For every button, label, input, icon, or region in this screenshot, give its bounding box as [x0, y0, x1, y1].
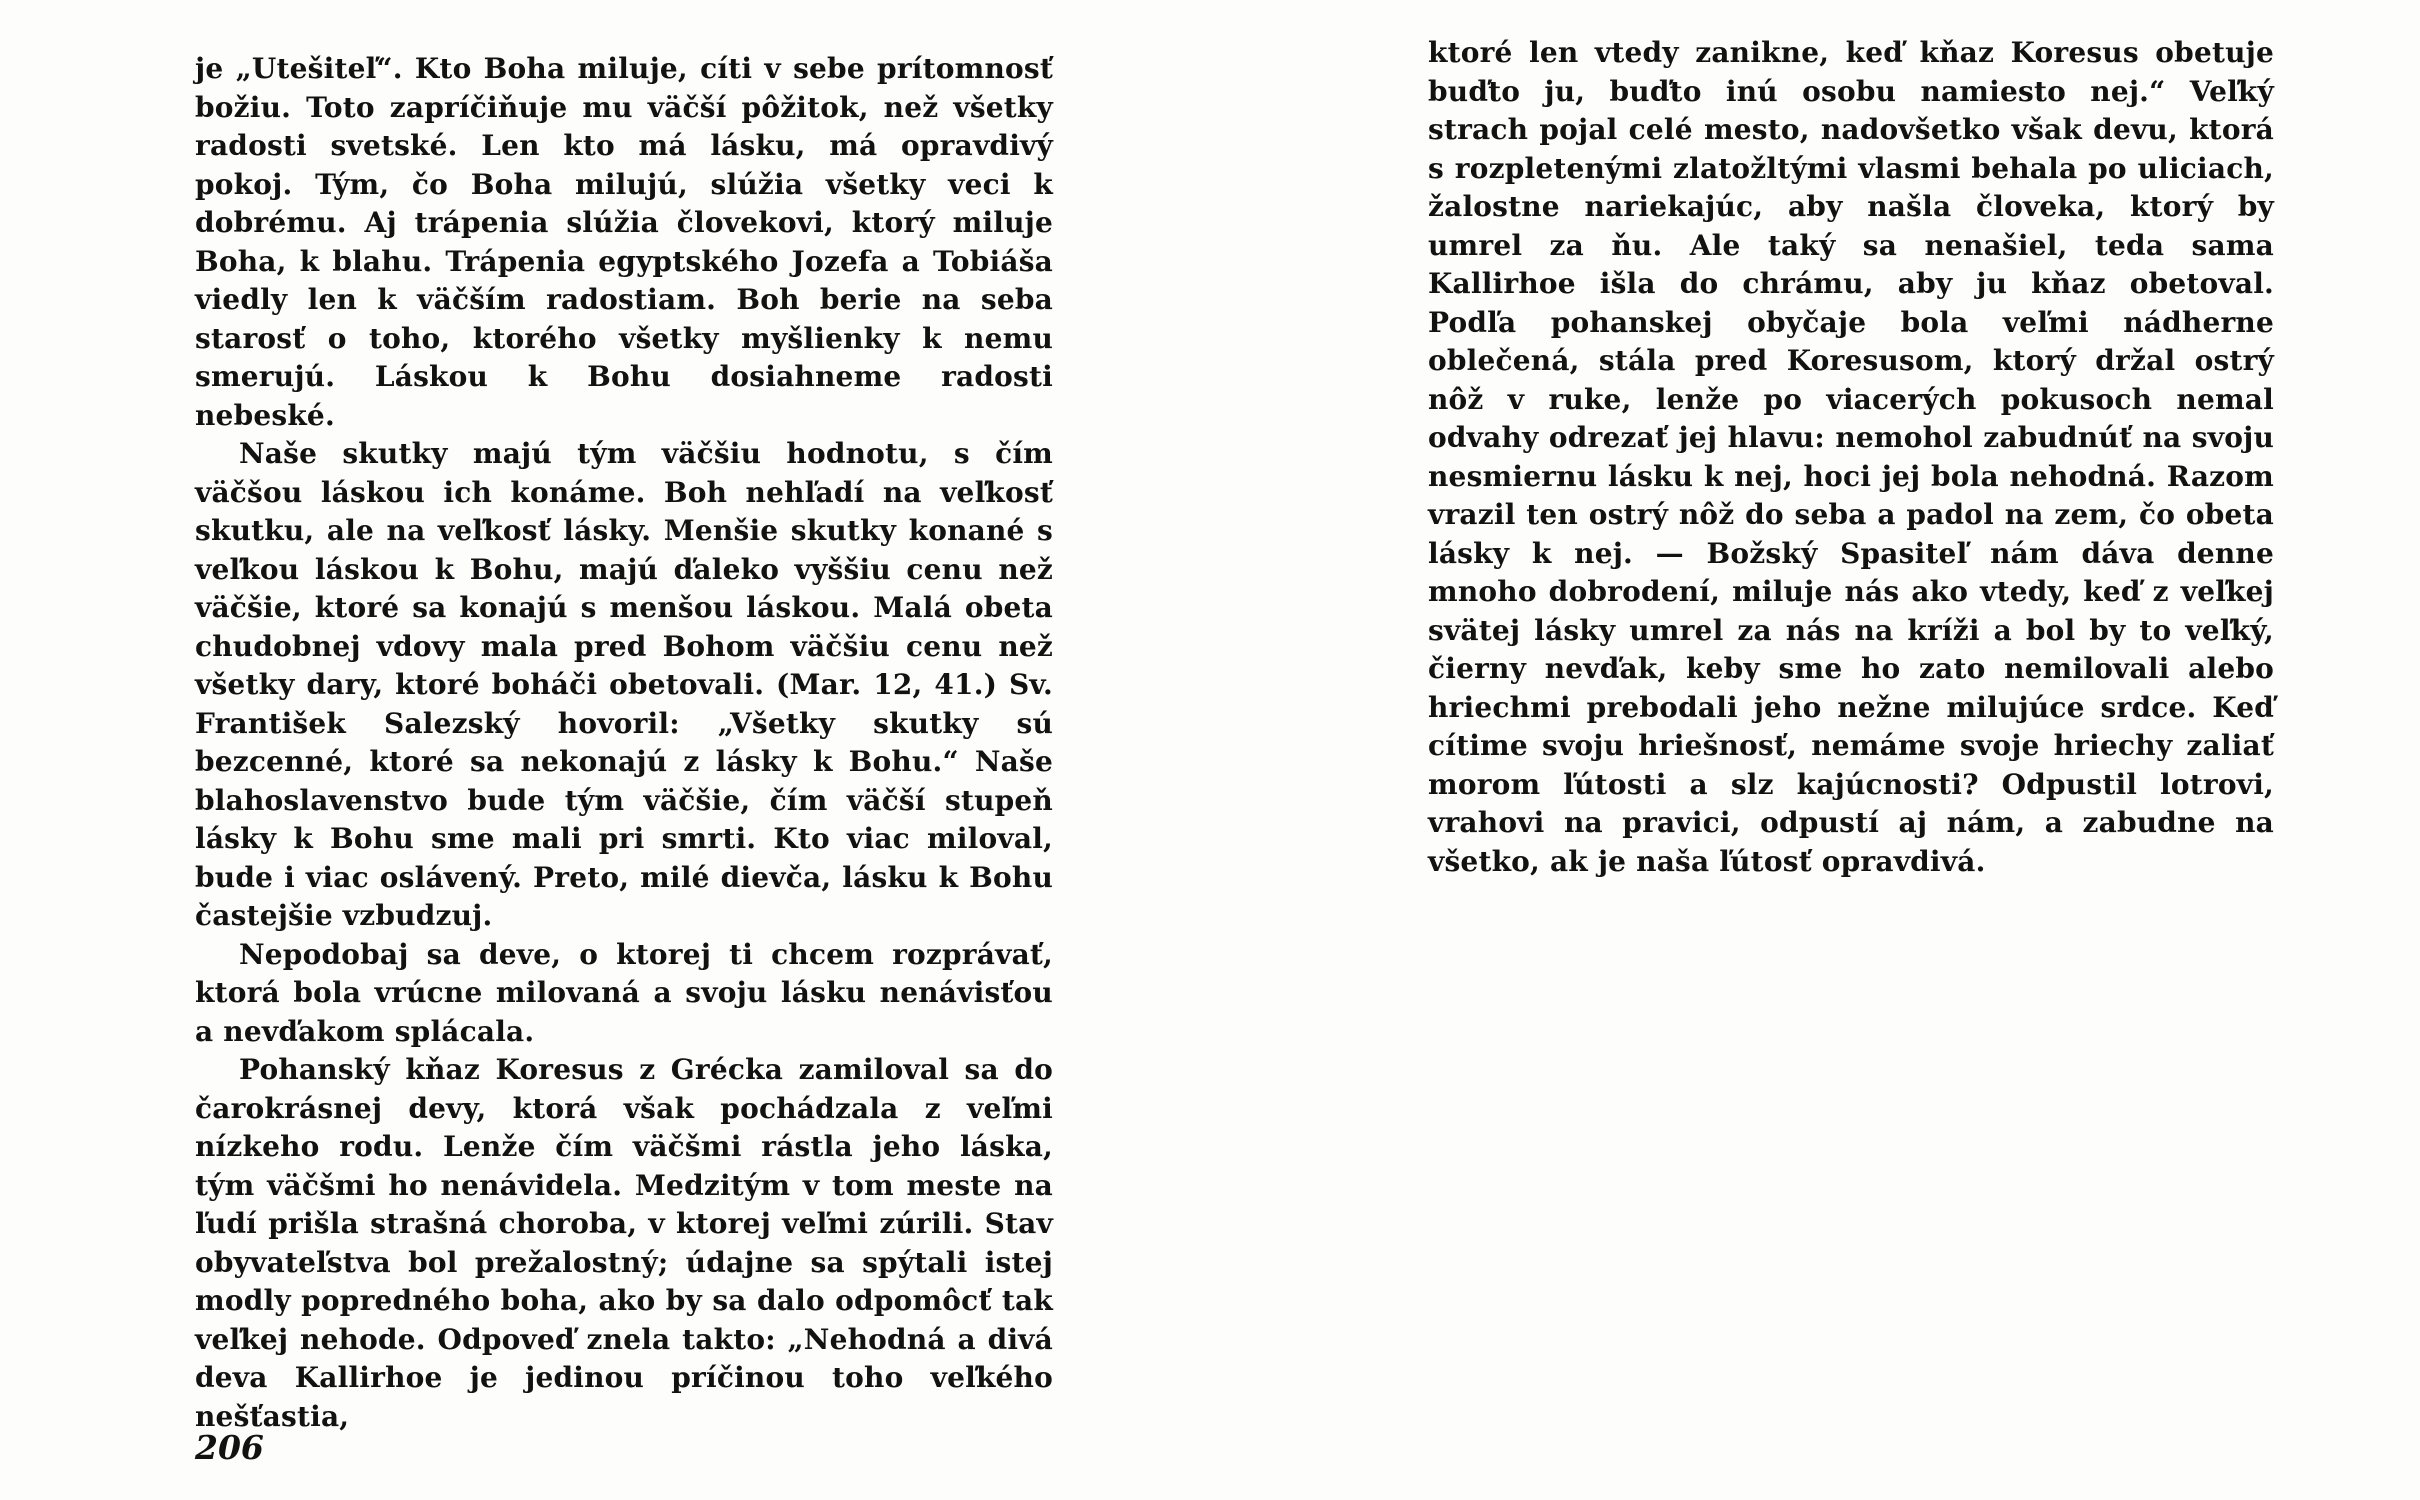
paragraph: ktoré len vtedy zanikne, keď kňaz Koresus obetuje buďto ju, buďto inú osobu namiesto nej.“ Veľký strach pojal celé mesto, nadovšetko však devu, ktorá s rozpletenými zlatožltými vlasmi behala po uliciach, žalostne nariekajúc, aby našla človeka, ktorý by umrel za ňu. Ale taký sa nenašiel, teda sama Kallirhoe išla do chrámu, aby ju kňaz obetoval. Podľa pohanskej obyčaje bola veľmi nádherne oblečená, stála pred Koresusom, ktorý držal ostrý nôž v ruke, lenže po viacerých pokusoch nemal odvahy odrezať jej hlavu: nemohol zabudnúť na svoju nesmiernu lásku k nej, hoci jej bola nehodná. Razom vrazil ten ostrý nôž do seba a padol na zem, čo obeta lásky k nej. — Božský Spasiteľ nám dáva denne mnoho dobrodení, miluje nás ako vtedy, keď z veľkej svätej lásky umrel za nás na kríži a bol by to veľký, čierny nevďak, keby sme ho zato nemilovali alebo hriechmi prebodali jeho nežne milujúce srdce. Keď cítime svoju hriešnosť, nemáme svoje hriechy zaliať morom ľútosti a slz kajúcnosti? Odpustil lotrovi, vrahovi na pravici, odpustí aj nám, a zabudne na všetko, ak je naša ľútosť opravdivá.	[1428, 36, 2274, 878]
text-column-left	[195, 50, 1053, 1436]
paragraph: Nepodobaj sa deve, o ktorej ti chcem rozprávať, ktorá bola vrúcne milovaná a svoju lásku nenávisťou a nevďakom splácala.	[195, 937, 1053, 1048]
paragraph: je „Utešiteľ“. Kto Boha miluje, cíti v sebe prítomnosť božiu. Toto zapríčiňuje mu väčší pôžitok, než všetky radosti svetské. Len kto má lásku, má opravdivý pokoj. Tým, čo Boha milujú, slúžia všetky veci k dobrému. Aj trápenia slúžia človekovi, ktorý miluje Boha, k blahu. Trápenia egyptského Jozefa a Tobiáša viedly len k väčším radostiam. Boh berie na seba starosť o toho, ktorého všetky myšlienky k nemu smerujú. Láskou k Bohu dosiahneme radosti nebeské.	[195, 52, 1053, 432]
paragraph: Pohanský kňaz Koresus z Grécka zamiloval sa do čarokrásnej devy, ktorá však pochádzala z veľmi nízkeho rodu. Lenže čím väčšmi rástla jeho láska, tým väčšmi ho nenávidela. Medzitým v tom meste na ľudí prišla strašná choroba, v ktorej veľmi zúrili. Stav obyvateľstva bol prežalostný; údajne sa spýtali istej modly popredného boha, ako by sa dalo odpomôcť tak veľkej nehode. Odpoveď znela takto: „Nehodná a divá deva Kallirhoe je jedinou príčinou toho veľkého nešťastia,	[195, 1053, 1053, 1433]
page-number: 206	[195, 1428, 264, 1467]
text-column-right	[1428, 34, 2274, 881]
paragraph: Naše skutky majú tým väčšiu hodnotu, s čím väčšou láskou ich konáme. Boh nehľadí na veľkosť skutku, ale na veľkosť lásky. Menšie skutky konané s veľkou láskou k Bohu, majú ďaleko vyššiu cenu než väčšie, ktoré sa konajú s menšou láskou. Malá obeta chudobnej vdovy mala pred Bohom väčšiu cenu než všetky dary, ktoré boháči obetovali. (Mar. 12, 41.) Sv. František Salezský hovoril: „Všetky skutky sú bezcenné, ktoré sa nekonajú z lásky k Bohu.“ Naše blahoslavenstvo bude tým väčšie, čím väčší stupeň lásky k Bohu sme mali pri smrti. Kto viac miloval, bude i viac oslávený. Preto, milé dievča, lásku k Bohu častejšie vzbudzuj.	[195, 437, 1053, 932]
